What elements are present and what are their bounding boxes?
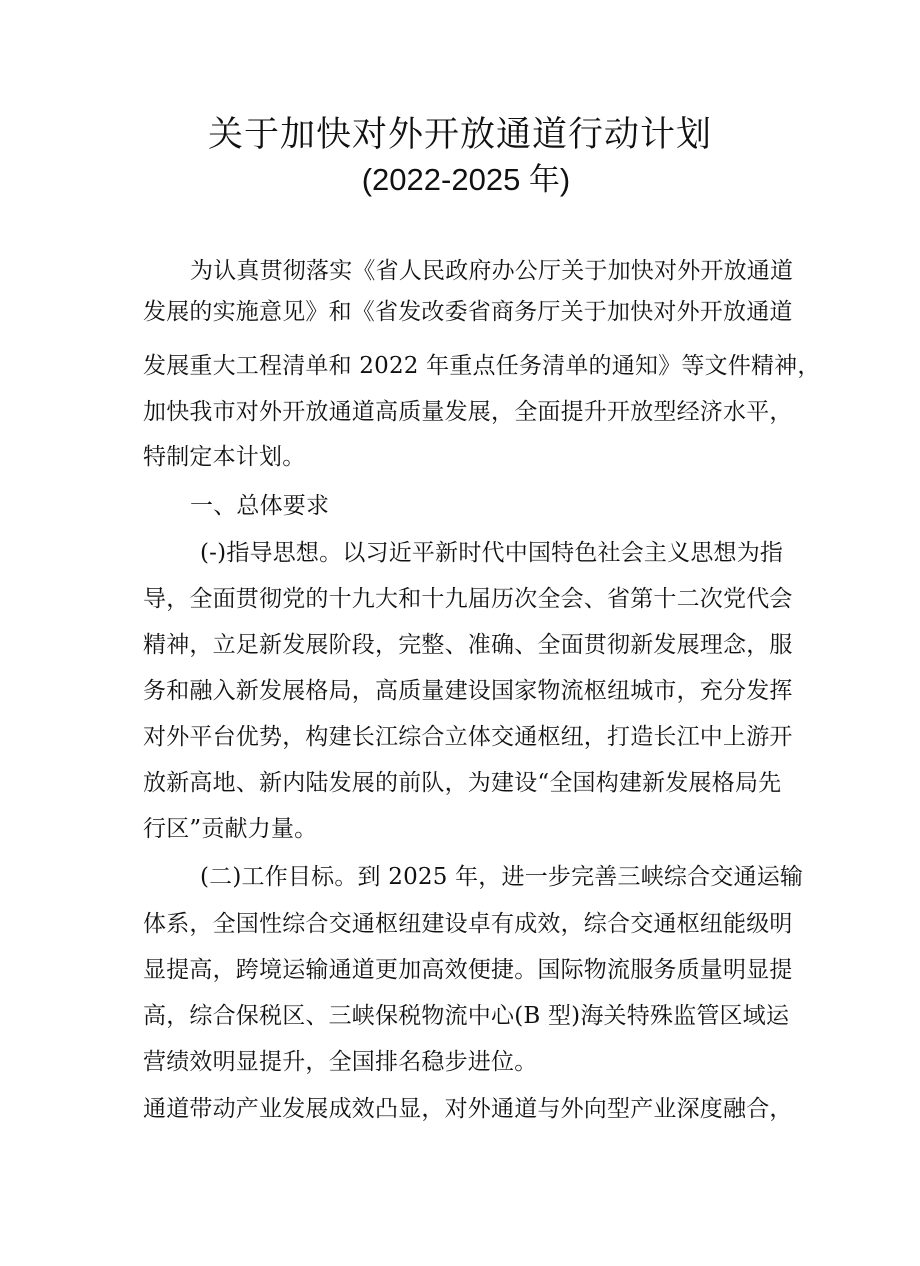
paragraph-line: 高，综合保税区、三峡保税物流中心(B 型)海关特殊监管区域运	[143, 1003, 790, 1029]
paragraph-line: 体系，全国性综合交通枢纽建设卓有成效，综合交通枢纽能级明	[143, 911, 793, 937]
paragraph-line: 加快我市对外开放通道高质量发展，全面提升开放型经济水平，	[143, 399, 793, 425]
document-title: 关于加快对外开放通道行动计划	[207, 115, 712, 155]
paragraph-line: 精神，立足新发展阶段，完整、准确、全面贯彻新发展理念，服	[143, 632, 793, 658]
paragraph-line: 务和融入新发展格局，高质量建设国家物流枢纽城市，充分发挥	[143, 678, 793, 704]
paragraph-line: (-)指导思想。以习近平新时代中国特色社会主义思想为指	[200, 540, 784, 566]
paragraph-line: 发展重大工程清单和 2022 年重点任务清单的通知》等文件精神，	[143, 353, 821, 379]
paragraph-line: 行区”贡献力量。	[143, 816, 318, 842]
paragraph-line: 导，全面贯彻党的十九大和十九届历次全会、省第十二次党代会	[143, 586, 793, 612]
paragraph-line: 营绩效明显提升，全国排名稳步进位。	[143, 1049, 538, 1075]
paragraph-line: 特制定本计划。	[143, 444, 306, 470]
paragraph-line: 显提高，跨境运输通道更加高效便捷。国际物流服务质量明显提	[143, 957, 793, 983]
paragraph-line: 发展的实施意见》和《省发改委省商务厅关于加快对外开放通道	[143, 299, 793, 325]
paragraph-line: 放新高地、新内陆发展的前队，为建设“全国构建新发展格局先	[143, 770, 782, 796]
paragraph-line: 为认真贯彻落实《省人民政府办公厅关于加快对外开放通道	[190, 258, 794, 284]
paragraph-line: 对外平台优势，构建长江综合立体交通枢纽，打造长江中上游开	[143, 724, 793, 750]
paragraph-line: (二)工作目标。到 2025 年，进一步完善三峡综合交通运输	[200, 864, 804, 890]
section-heading: 一、总体要求	[190, 493, 330, 519]
document-subtitle: (2022-2025 年)	[361, 162, 571, 197]
paragraph-line: 通道带动产业发展成效凸显，对外通道与外向型产业深度融合，	[143, 1096, 793, 1122]
